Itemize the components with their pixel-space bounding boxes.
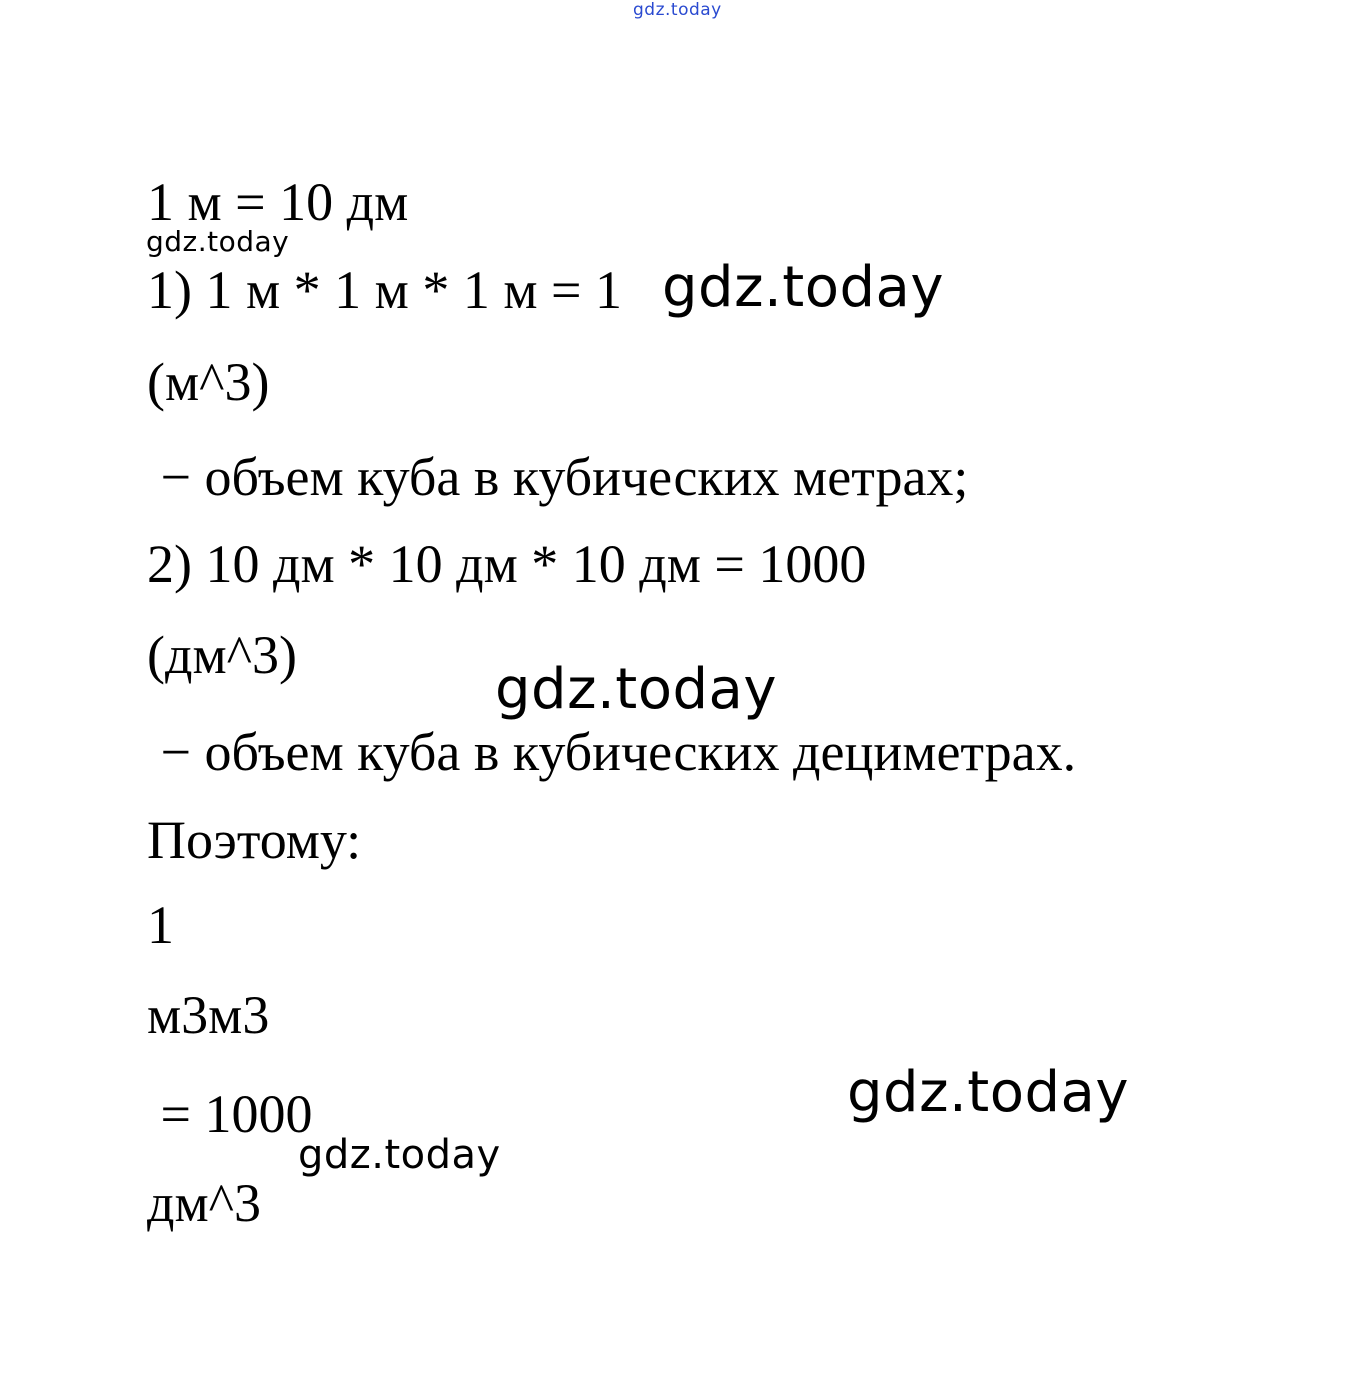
watermark-bottom: gdz.today bbox=[298, 1132, 501, 1178]
watermark-right: gdz.today bbox=[847, 1060, 1130, 1125]
line-6: (дм^3) bbox=[147, 625, 297, 685]
line-12: дм^3 bbox=[147, 1173, 261, 1233]
line-3: (м^3) bbox=[147, 352, 270, 412]
line-8: Поэтому: bbox=[147, 810, 362, 870]
line-11: = 1000 bbox=[147, 1084, 313, 1144]
line-7: − объем куба в кубических дециметрах. bbox=[147, 722, 1077, 782]
line-2: 1) 1 м * 1 м * 1 м = 1 bbox=[147, 260, 622, 320]
line-5: 2) 10 дм * 10 дм * 10 дм = 1000 bbox=[147, 534, 867, 594]
watermark-inline: gdz.today bbox=[662, 255, 945, 320]
watermark-small: gdz.today bbox=[146, 225, 290, 258]
line-4: − объем куба в кубических метрах; bbox=[147, 447, 969, 507]
line-10: м3м3 bbox=[147, 985, 270, 1045]
watermark-mid: gdz.today bbox=[495, 657, 778, 722]
line-9: 1 bbox=[147, 895, 174, 955]
watermark-top: gdz.today bbox=[633, 0, 722, 20]
line-1: 1 м = 10 дм bbox=[147, 172, 409, 232]
